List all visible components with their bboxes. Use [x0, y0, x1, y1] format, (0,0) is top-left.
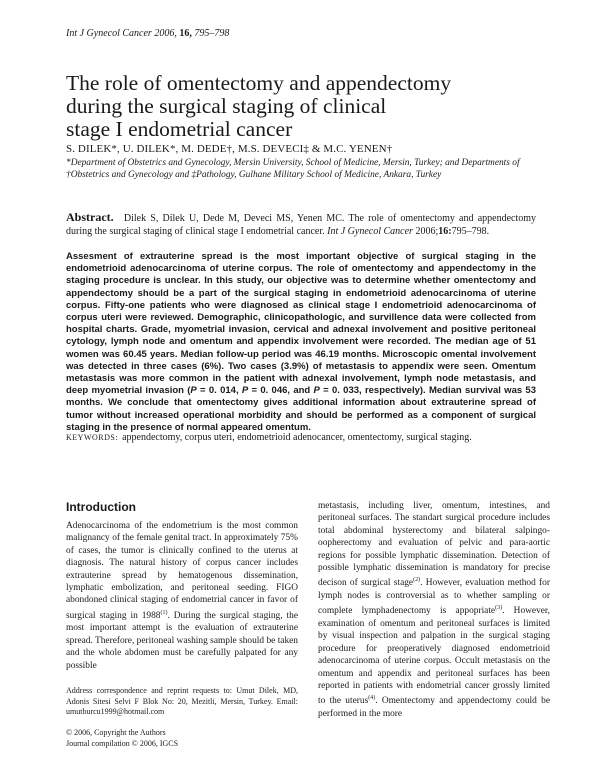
abstract-text: = 0. 033, respectively). Median survival was 53 months. We conclude that omentectomy gives additional information about extrauterine spread of tumor without increased operational morbidity and should be performed as a component of surgical staging in the presence of normal appeared omentum. — [66, 385, 536, 433]
keywords-text: appendectomy, corpus uteri, endometrioid adenocancer, omentectomy, surgical staging. — [122, 432, 472, 443]
abstract-text: = 0. 014, — [196, 385, 242, 397]
abstract-citation — [66, 211, 536, 238]
keywords — [66, 432, 536, 443]
journal-name: Int J Gynecol Cancer — [66, 28, 152, 39]
journal-citation — [66, 28, 229, 39]
copyright-notice — [66, 728, 298, 749]
citation-ref: (4) — [368, 695, 376, 702]
correspondence-footnote: Address correspondence and reprint requests to: Umut Dilek, MD, Adonis Sitesi Selvi F Blok No: 20, Mezitli, Mersin, Turkey. Email: umutburcu1999@hotmail.com — [66, 686, 298, 716]
abstract-label: Abstract. — [66, 210, 114, 224]
p-symbol: P — [190, 385, 197, 397]
title-line: The role of omentectomy and appendectomy — [66, 71, 452, 95]
journal-year: 2006, — [154, 28, 177, 39]
abstract-body — [66, 251, 536, 434]
abstract-text: Assesment of extrauterine spread is the most important objective of surgical staging in the endometrioid adenocarcinoma of uterine corpus. The role of omentectomy and appendectomy in the staging procedure is unclear. In this study, our objective was to determine whether omentectomy and appendectomy should be a part of the surgical staging in endometrioid adenocarcinoma of uterine corpus. Fifty-one patients who were diagnosed as clinical stage I endometrioid adenocarcinoma of corpus uteri were reviewed. Demographic, clinicopathologic, and survillence data were collected from hospital charts. Grade, myometrial invasion, cervical and adnexal involvement and positive peritoneal cytology, lymph node and omentum and appendix involvement were recorded. The median age of 51 women was 60.45 years. Median follow-up period was 46.19 months. Microscopic omental involvement was detected in three cases (6%). Two cases (3.9%) of metastasis to appendix were seen. Omentum metastasis was more common in the patient with adnexal involvement, lymph node metastasis, and deep myometrial invasion ( — [66, 251, 536, 397]
body-text: . However, examination of omentum and peritoneal surfaces is limited by visual inspection and palpation in the surgical staging procedure for preoperatively diagnosed endometrioid adenocarcinoma of uterine corpus. Occult metastasis on the omentum and appendix and peritoneal surfaces has been reported in patients with endometrial cancer grossly limited to the uterus — [318, 606, 551, 707]
abstract-citation-journal: Int J Gynecol Cancer — [327, 226, 413, 237]
body-text: . However, evaluation method for lymph nodes is controversial as to whether sampling or complete lymphadenectomy is appopriate — [318, 578, 550, 617]
citation-ref: (2) — [413, 577, 421, 584]
abstract-citation-year: 2006; — [415, 226, 439, 237]
citation-ref: (3) — [495, 605, 503, 612]
citation-ref: (1) — [160, 609, 168, 616]
intro-column-right — [318, 500, 550, 720]
body-text: Adenocarcinoma of the endometrium is the most common malignancy of the female genital tract. In approximately 75% of cases, the tumor is clinically confined to the uterus at diagnosis. The natural history of corpus cancer includes extrauterine spread by hematogenous dissemination, lymphatic embolization, and peritoneal seeding. FIGO abondoned clinical staging of endometrial cancer in favor of surgical staging in 1988 — [66, 521, 298, 621]
p-symbol: P — [241, 385, 249, 397]
abstract-text: = 0. 046, and — [248, 385, 314, 397]
article-title — [66, 72, 536, 141]
journal-volume: 16, — [179, 28, 192, 39]
body-text: . During the surgical staging, the most important attempt is the evaluation of extrauterine spread. Therefore, peritoneal washing sample should be taken and the whole abdomen must be carefully palpated for any possible — [66, 610, 298, 671]
affiliations: *Department of Obstetrics and Gynecology, Mersin University, School of Medicine, Mersin, Turkey; and Departments of †Obstetrics and Gynecology and ‡Pathology, Gulhane Military School of Medicine, Ankara, Turkey — [66, 158, 520, 180]
title-line: during the surgical staging of clinical — [66, 94, 387, 118]
section-heading-introduction: Introduction — [66, 500, 136, 514]
body-text: . Omentectomy and appendectomy could be performed in the more — [318, 696, 550, 719]
journal-pages: 795–798 — [194, 28, 230, 39]
body-text: metastasis, including liver, omentum, intestines, and peritoneal surfaces. The standart surgical procedure includes total abdominal hysterectomy and bilateral salpingo-oopherectomy and evaluation of pelvic and para-aortic regions for possible lymphatic dissemination. Detection of possible lymphatic dissemination is mandatory for precise decison of surgical stage — [318, 501, 550, 589]
intro-column-left — [66, 520, 298, 672]
copyright-line: © 2006, Copyright the Authors — [66, 728, 166, 737]
abstract-citation-pages: 795–798. — [451, 226, 490, 237]
author-list: S. DILEK*, U. DILEK*, M. DEDE†, M.S. DEVECI‡ & M.C. YENEN† — [66, 143, 393, 155]
title-line: stage I endometrial cancer — [66, 117, 293, 141]
abstract-citation-volume: 16: — [438, 226, 452, 237]
abstract-citation-text: Dilek S, Dilek U, Dede M, Deveci MS, Yenen MC. The role of omentectomy and appendectomy during the surgical staging of clinical stage I endometrial cancer. — [66, 213, 537, 237]
p-symbol: P — [313, 385, 320, 397]
keywords-label: KEYWORDS: — [66, 433, 119, 442]
copyright-line: Journal compilation © 2006, IGCS — [66, 738, 179, 748]
